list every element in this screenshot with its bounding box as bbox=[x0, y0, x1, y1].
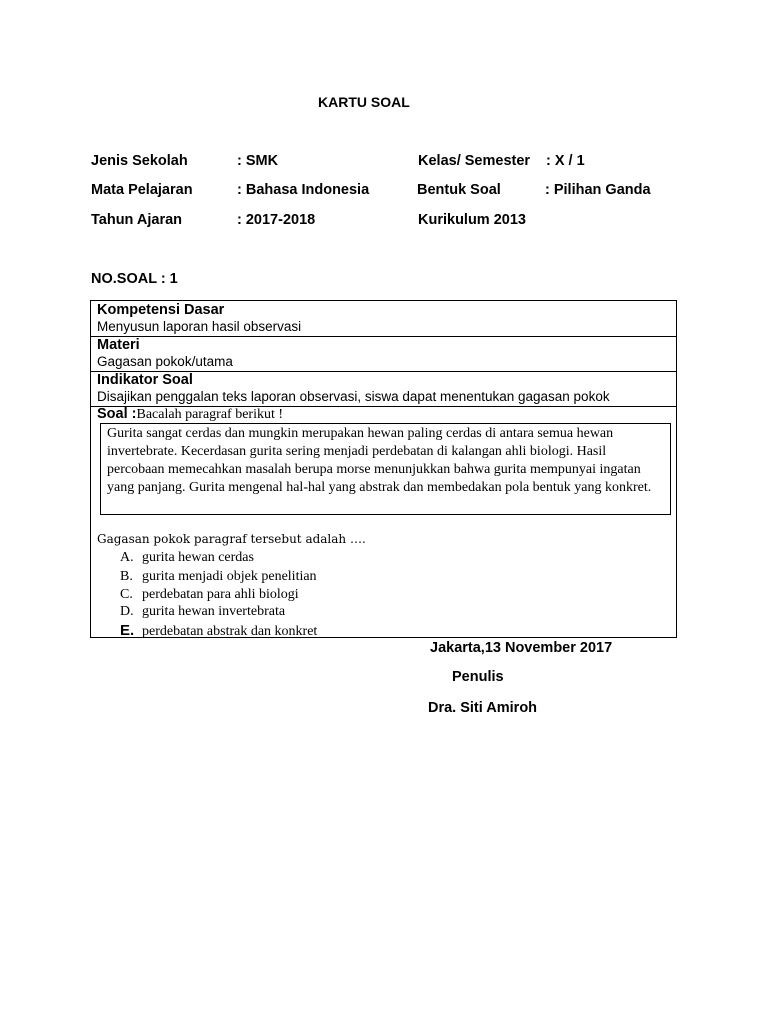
option-letter: A. bbox=[120, 550, 134, 565]
question-text: Gagasan pokok paragraf tersebut adalah …. bbox=[97, 532, 366, 546]
option-text: perdebatan para ahli biologi bbox=[142, 587, 299, 602]
option-letter: E. bbox=[120, 622, 135, 639]
option-c bbox=[120, 587, 299, 603]
kompetensi-text: Menyusun laporan hasil observasi bbox=[97, 319, 302, 334]
signature-name: Dra. Siti Amiroh bbox=[428, 700, 538, 716]
kompetensi-heading: Kompetensi Dasar bbox=[97, 302, 225, 318]
kelas-semester-value: : X / 1 bbox=[546, 153, 585, 169]
no-soal: NO.SOAL : 1 bbox=[91, 271, 178, 287]
option-text: gurita hewan invertebrata bbox=[142, 604, 286, 619]
option-text: perdebatan abstrak dan konkret bbox=[142, 624, 318, 639]
bentuk-soal-label: Bentuk Soal bbox=[417, 182, 501, 198]
option-d bbox=[120, 604, 285, 620]
question-card bbox=[90, 300, 677, 638]
bentuk-soal-value: : Pilihan Ganda bbox=[545, 182, 651, 198]
jenis-sekolah-label: Jenis Sekolah bbox=[91, 153, 188, 169]
divider bbox=[91, 336, 676, 337]
option-letter: C. bbox=[120, 587, 133, 602]
materi-text: Gagasan pokok/utama bbox=[97, 354, 233, 369]
soal-instruction: Bacalah paragraf berikut ! bbox=[136, 407, 284, 422]
kurikulum: Kurikulum 2013 bbox=[418, 212, 526, 228]
mata-pelajaran-label: Mata Pelajaran bbox=[91, 182, 193, 198]
soal-row bbox=[97, 406, 283, 423]
option-text: gurita menjadi objek penelitian bbox=[142, 569, 317, 584]
option-e bbox=[120, 622, 317, 640]
page-title: KARTU SOAL bbox=[318, 94, 410, 110]
reading-passage: Gurita sangat cerdas dan mungkin merupakan hewan paling cerdas di antara semua hewan invertebrate. Kecerdasan gurita sering menjadi perdebatan di kalangan ahli biologi. Hasil percobaan memecahkan masalah berupa morse menunjukkan bahwa gurita mempunyai ingatan yang panjang. Gurita mengenal hal-hal yang abstrak dan membedakan pola bentuk yang konkret. bbox=[100, 423, 671, 515]
option-text: gurita hewan cerdas bbox=[142, 550, 254, 565]
soal-heading: Soal : bbox=[97, 406, 137, 422]
tahun-ajaran-label: Tahun Ajaran bbox=[91, 212, 183, 228]
option-letter: B. bbox=[120, 569, 133, 584]
indikator-heading: Indikator Soal bbox=[97, 372, 193, 388]
tahun-ajaran-value: : 2017-2018 bbox=[237, 212, 316, 228]
indikator-text: Disajikan penggalan teks laporan observasi, siswa dapat menentukan gagasan pokok bbox=[97, 389, 610, 404]
option-a bbox=[120, 550, 254, 566]
place-date: Jakarta,13 November 2017 bbox=[430, 640, 613, 656]
kelas-semester-label: Kelas/ Semester bbox=[418, 153, 531, 169]
materi-heading: Materi bbox=[97, 337, 140, 353]
option-letter: D. bbox=[120, 604, 134, 619]
mata-pelajaran-value: : Bahasa Indonesia bbox=[237, 182, 370, 198]
jenis-sekolah-value: : SMK bbox=[237, 153, 279, 169]
option-b bbox=[120, 569, 317, 585]
signature-role: Penulis bbox=[452, 669, 504, 685]
